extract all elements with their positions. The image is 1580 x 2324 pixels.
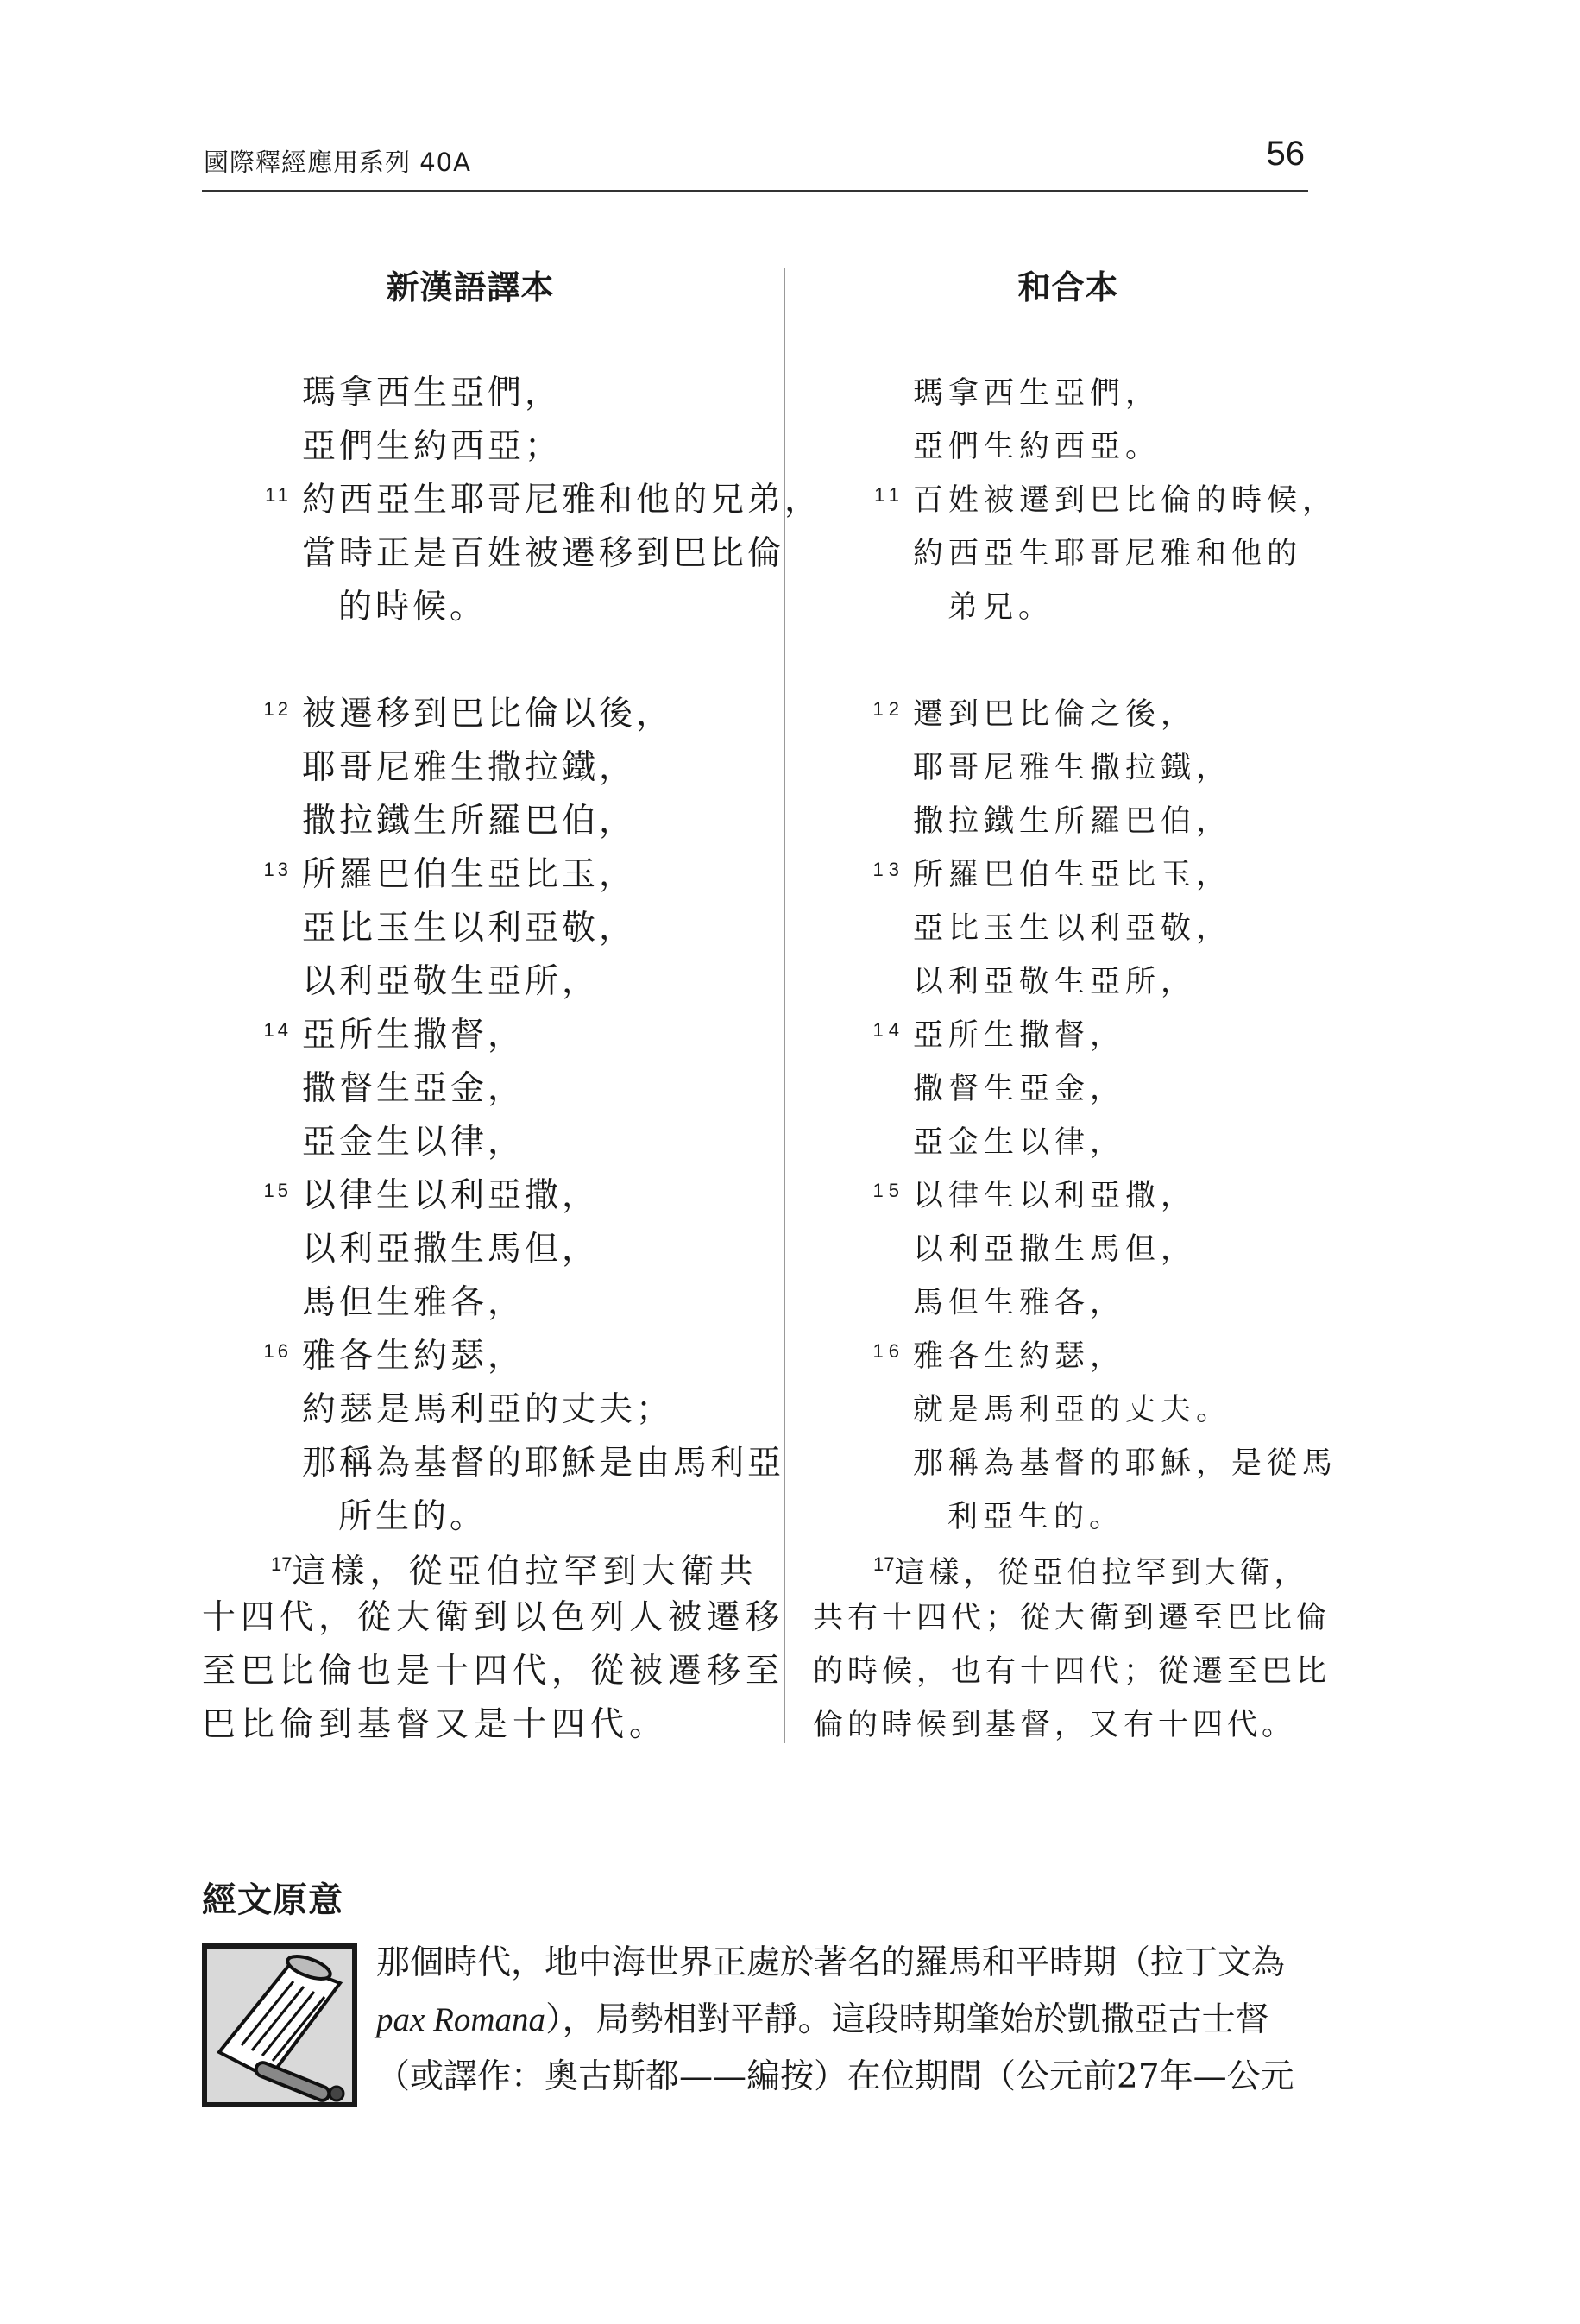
verse-line [265,474,822,527]
verse-number: 17 [271,1553,293,1575]
paragraph-line: 十四代，從大衛到以色列人被遷移 [202,1598,785,1637]
verse-line [263,848,821,902]
latin-term: pax Romana [376,2001,546,2038]
verse-text: 亞比玉生以利亞敬， [913,911,1232,946]
verse-text: 利亞生的。 [947,1500,1125,1534]
verse-text: 雅各生約瑟， [302,1337,526,1376]
verse-text: 約瑟是馬利亞的丈夫； [302,1390,674,1429]
verse-number: 14 [872,1019,904,1041]
verse-line [263,688,821,741]
paragraph-line [813,1538,1331,1591]
verse-line [913,527,1338,581]
right-verse-17-paragraph [813,1538,1331,1752]
verse-line [913,1437,1338,1490]
verse-text: 瑪拿西生亞們， [913,376,1161,411]
verse-line [913,1490,1338,1544]
verse-text: 撒拉鐵生所羅巴伯， [302,802,637,841]
verse-line [302,367,821,420]
verse-line [872,1330,1338,1383]
right-column-title: 和合本 [1017,268,1119,306]
series-title: 國際釋經應用系列 40A [204,148,471,177]
paragraph-text: 這樣，從亞伯拉罕到大衛共 [292,1552,759,1591]
verse-line [913,741,1338,795]
verse-line [913,367,1338,420]
verse-text: 以利亞敬生亞所， [913,965,1197,999]
verse-text: 以律生以利亞撒， [302,1176,600,1215]
scroll-icon [202,1943,357,2107]
verse-number: 17 [873,1553,895,1575]
verse-line [302,741,821,795]
verse-text: 亞們生約西亞； [302,427,563,466]
verse-number: 14 [263,1019,292,1041]
paragraph-text: 這樣，從亞伯拉罕到大衛， [894,1556,1309,1590]
verse-text: 雅各生約瑟， [913,1339,1126,1374]
verse-line [302,1490,821,1544]
verse-line [913,1062,1338,1116]
verse-number: 12 [263,698,292,720]
verse-text: 弟兄。 [947,590,1054,625]
commentary-text [376,1935,1308,2106]
verse-line [913,420,1338,474]
verse-line [302,955,821,1009]
verse-text: 撒拉鐵生所羅巴伯， [913,804,1232,839]
verse-text: 當時正是百姓被遷移到巴比倫 [302,534,785,573]
verse-text: 遷到巴比倫之後， [913,697,1197,732]
verse-text: 就是馬利亞的丈夫。 [913,1393,1232,1427]
verse-text: 亞所生撒督， [302,1016,526,1055]
verse-line [913,902,1338,955]
verse-line [872,1169,1338,1223]
left-verse-column [263,367,822,1544]
verse-line [302,527,821,581]
section-title: 經文原意 [202,1880,343,1920]
verse-line [874,474,1338,527]
right-verse-column [872,367,1338,1544]
verse-line [913,1383,1338,1437]
verse-line [913,1276,1338,1330]
verse-text: 撒督生亞金， [913,1072,1126,1106]
verse-line [302,1062,821,1116]
left-column-title: 新漢語譯本 [386,268,555,306]
verse-line [302,1223,821,1276]
verse-line [302,420,821,474]
verse-line [302,795,821,848]
verse-line [263,1009,821,1062]
verse-text: 約西亞生耶哥尼雅和他的 [913,537,1303,571]
verse-line [263,1169,821,1223]
verse-line [263,1330,821,1383]
verse-line [872,688,1338,741]
verse-number: 15 [872,1180,904,1201]
verse-number: 16 [872,1340,904,1362]
paragraph-line: 的時候，也有十四代；從遷至巴比 [813,1654,1331,1689]
verse-text: 撒督生亞金， [302,1069,526,1108]
verse-text: 被遷移到巴比倫以後， [302,695,674,734]
verse-text: 馬但生雅各， [302,1283,526,1322]
paragraph-line [202,1538,784,1591]
verse-text: 所羅巴伯生亞比玉， [302,855,637,894]
verse-number: 11 [874,484,904,506]
verse-line [302,1437,821,1490]
verse-text: 亞所生撒督， [913,1018,1126,1053]
verse-text: 亞金生以律， [913,1125,1126,1160]
verse-text: 以利亞敬生亞所， [302,962,600,1001]
scroll-icon-graphic [207,1949,352,2102]
verse-line [913,955,1338,1009]
verse-text: 亞比玉生以利亞敬， [302,909,637,948]
verse-text: 的時候。 [338,588,488,627]
verse-number: 16 [263,1340,292,1362]
verse-text: 亞們生約西亞。 [913,430,1161,464]
verse-line [913,1116,1338,1169]
verse-text: 所生的。 [338,1497,488,1536]
page-number: 56 [1266,135,1305,173]
verse-line [872,1009,1338,1062]
verse-number: 11 [265,484,292,506]
verse-number: 12 [872,698,904,720]
verse-line [872,848,1338,902]
verse-line [302,1276,821,1330]
paragraph-line: 巴比倫到基督又是十四代。 [202,1705,669,1744]
commentary-line: 那個時代，地中海世界正處於著名的羅馬和平時期（拉丁文為 [376,1943,1286,1982]
stanza-gap [302,634,821,688]
stanza-gap [913,634,1338,688]
left-verse-17-paragraph [202,1538,784,1752]
verse-text: 以利亞撒生馬但， [302,1230,600,1269]
verse-text: 耶哥尼雅生撒拉鐵， [302,748,637,787]
paragraph-line: 共有十四代；從大衛到遷至巴比倫 [813,1601,1331,1635]
verse-number: 13 [872,859,904,880]
verse-text: 亞金生以律， [302,1123,526,1162]
verse-line [302,581,821,634]
verse-number: 15 [263,1180,292,1201]
verse-text: 耶哥尼雅生撒拉鐵， [913,751,1232,785]
verse-text: 以律生以利亞撒， [913,1179,1197,1213]
verse-text: 那稱為基督的耶穌是由馬利亞 [302,1444,785,1483]
verse-line [302,1116,821,1169]
commentary-line: （或譯作：奧古斯都——編按）在位期間（公元前27年—公元 [376,2057,1294,2096]
verse-text: 以利亞撒生馬但， [913,1232,1197,1267]
verse-line [302,902,821,955]
verse-line [913,795,1338,848]
verse-text: 百姓被遷到巴比倫的時候， [913,483,1338,518]
verse-text: 那稱為基督的耶穌，是從馬 [913,1446,1338,1481]
paragraph-line: 倫的時候到基督，又有十四代。 [813,1708,1297,1742]
verse-text: 瑪拿西生亞們， [302,374,563,413]
paragraph-line: 至巴比倫也是十四代，從被遷移至 [202,1652,785,1691]
page-header [202,136,1308,192]
verse-line [302,1383,821,1437]
verse-text: 約西亞生耶哥尼雅和他的兄弟， [302,481,822,520]
commentary-line [376,1992,1308,2049]
verse-text: 所羅巴伯生亞比玉， [913,858,1232,892]
verse-number: 13 [263,859,292,880]
verse-line [913,1223,1338,1276]
verse-line [913,581,1338,634]
commentary-line-rest: ），局勢相對平靜。這段時期肇始於凱撒亞古士督 [545,2000,1269,2039]
verse-text: 馬但生雅各， [913,1286,1126,1320]
